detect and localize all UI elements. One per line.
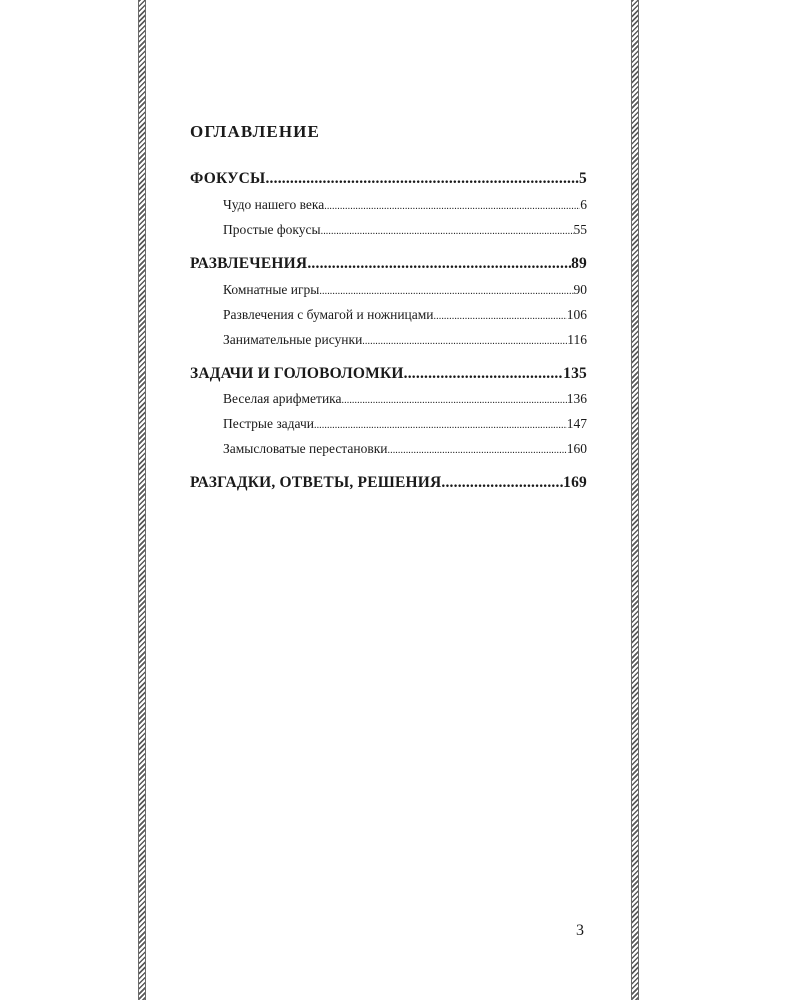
- chapter-title: ФОКУСЫ: [190, 170, 266, 187]
- section-title: Занимательные рисунки: [223, 332, 363, 347]
- section-page-number: 6: [580, 197, 587, 212]
- toc-chapter-entry[interactable]: [190, 170, 587, 188]
- section-page-number: 116: [567, 332, 587, 347]
- section-title: Комнатные игры: [223, 282, 320, 297]
- dot-leader: [321, 226, 574, 237]
- toc-title: ОГЛАВЛЕНИЕ: [190, 122, 320, 141]
- toc-chapter-entry[interactable]: [190, 474, 587, 492]
- section-page-number: 160: [566, 441, 587, 456]
- decorative-border-right: [631, 0, 639, 1000]
- decorative-border-left: [138, 0, 146, 1000]
- section-title: Простые фокусы: [223, 222, 321, 237]
- section-page-number: 106: [566, 307, 587, 322]
- dot-leader: [441, 474, 563, 492]
- toc-section-entry[interactable]: [223, 416, 587, 432]
- toc-section-entry[interactable]: [223, 197, 587, 213]
- section-page-number: 136: [566, 391, 587, 406]
- dot-leader: [388, 445, 567, 456]
- dot-leader: [265, 170, 579, 188]
- toc-section-entry[interactable]: [223, 332, 587, 348]
- section-page-number: 147: [566, 416, 587, 431]
- section-title: Развлечения с бумагой и ножницами: [223, 307, 434, 322]
- toc-section-entry[interactable]: [223, 282, 587, 298]
- chapter-page-number: 89: [571, 255, 587, 272]
- section-title: Пестрые задачи: [223, 416, 314, 431]
- toc-chapter-entry[interactable]: [190, 255, 587, 273]
- toc-chapter-entry[interactable]: [190, 365, 587, 383]
- chapter-page-number: 169: [563, 474, 587, 491]
- section-title: Замысловатые перестановки: [223, 441, 388, 456]
- dot-leader: [319, 286, 573, 297]
- toc-section-entry[interactable]: [223, 222, 587, 238]
- section-page-number: 90: [573, 282, 587, 297]
- page-number: 3: [576, 922, 584, 939]
- dot-leader: [324, 201, 580, 212]
- dot-leader: [404, 365, 564, 383]
- chapter-title: РАЗГАДКИ, ОТВЕТЫ, РЕШЕНИЯ: [190, 474, 442, 491]
- section-title: Веселая арифметика: [223, 391, 342, 406]
- dot-leader: [434, 311, 567, 322]
- chapter-title: РАЗВЛЕЧЕНИЯ: [190, 255, 308, 272]
- chapter-page-number: 135: [563, 365, 587, 382]
- section-title: Чудо нашего века: [223, 197, 325, 212]
- chapter-title: ЗАДАЧИ И ГОЛОВОЛОМКИ: [190, 365, 404, 382]
- toc-section-entry[interactable]: [223, 441, 587, 457]
- dot-leader: [307, 255, 571, 273]
- section-page-number: 55: [573, 222, 587, 237]
- toc-section-entry[interactable]: [223, 391, 587, 407]
- toc-section-entry[interactable]: [223, 307, 587, 323]
- dot-leader: [314, 420, 567, 431]
- chapter-page-number: 5: [579, 170, 587, 187]
- dot-leader: [362, 336, 567, 347]
- dot-leader: [342, 395, 567, 406]
